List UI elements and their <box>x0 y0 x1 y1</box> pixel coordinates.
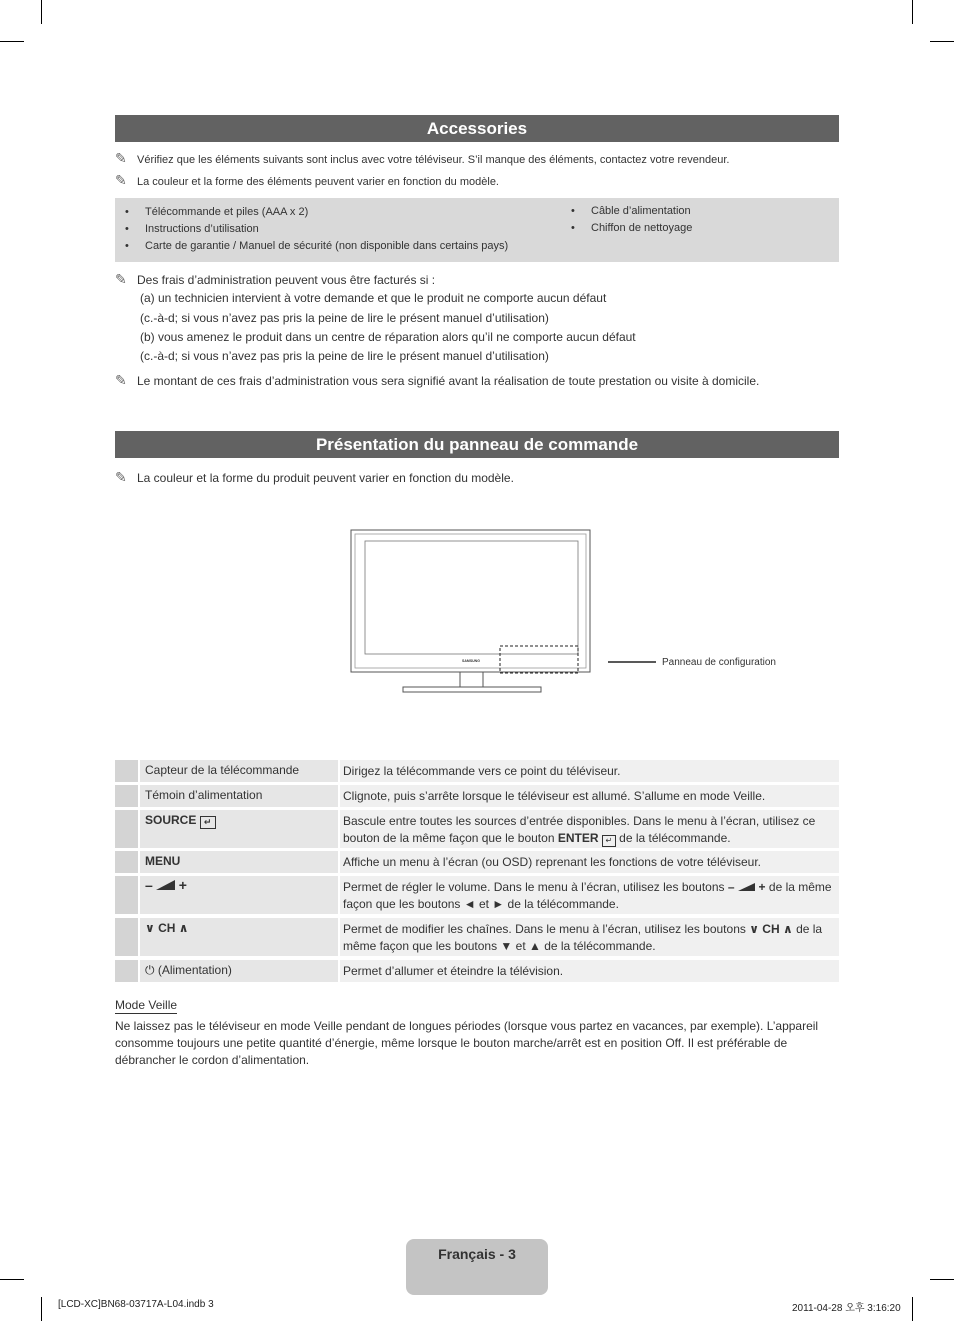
volume-icon: – + <box>145 877 187 893</box>
print-date: 2011-04-28 오후 3:16:20 <box>792 1303 901 1314</box>
table-row <box>115 760 839 782</box>
pencil-icon: ✎ <box>115 372 127 388</box>
fees-line: (b) vous amenez le produit dans un centre de réparation alors qu’il ne comporte aucun défaut <box>140 330 636 344</box>
crop-mark <box>0 41 24 42</box>
list-item: • Carte de garantie / Manuel de sécurité (non disponible dans certains pays) <box>115 240 508 257</box>
note-fees: ✎ Des frais d’administration peuvent vous être facturés si : <box>115 271 436 287</box>
chevron-down-icon: ∨ <box>749 922 759 936</box>
tv-brand-label: SAMSUNG <box>462 659 480 663</box>
table-row <box>115 876 839 914</box>
file-info: [LCD-XC]BN68-03717A-L04.indb 3 <box>58 1299 214 1310</box>
tv-illustration <box>340 520 800 705</box>
note-product-color: ✎ La couleur et la forme du produit peuvent varier en fonction du modèle. <box>115 469 514 485</box>
page-number-tab: Français - 3 <box>406 1239 548 1295</box>
source-icon: ↵ <box>200 816 216 829</box>
control-label: ⏻ (Alimentation) <box>145 963 232 977</box>
list-item: • Télécommande et piles (AAA x 2) <box>115 206 508 223</box>
crop-mark <box>912 0 913 24</box>
fees-line: (c.-à-d; si vous n’avez pas pris la peine de lire le présent manuel d’utilisation) <box>140 311 549 325</box>
control-desc: Permet de modifier les chaînes. Dans le menu à l’écran, utilisez les boutons ∨ CH ∧ de la même façon que les boutons ▼ et ▲ de la télécommande. <box>343 922 823 953</box>
standby-title: Mode Veille <box>115 998 178 1012</box>
accessories-list-left <box>115 206 508 257</box>
standby-text: Ne laissez pas le téléviseur en mode Veille pendant de longues périodes (lorsque vous partez en vacances, par exemple). L’appareil consomme toujours une petite quantité d’énergie, même lorsque le bouton marche/arrêt est en position Off. Il est préférable de débrancher le cordon d’alimentation. <box>115 1019 819 1067</box>
control-desc: Dirigez la télécommande vers ce point du téléviseur. <box>343 764 621 778</box>
list-item: • Chiffon de nettoyage <box>561 222 692 239</box>
crop-mark <box>41 0 42 24</box>
control-desc: Bascule entre toutes les sources d’entrée disponibles. Dans le menu à l’écran, utilisez ce bouton de la même façon que le bouton ENTER ↵ de la télécommande. <box>343 814 816 845</box>
source-label: SOURCE <box>145 813 197 827</box>
power-icon: ⏻ <box>145 963 155 977</box>
pencil-icon: ✎ <box>115 172 127 188</box>
table-row <box>115 918 839 956</box>
enter-icon: ↵ <box>602 835 616 847</box>
control-desc: Affiche un menu à l’écran (ou OSD) reprenant les fonctions de votre téléviseur. <box>343 855 762 869</box>
crop-mark <box>930 41 954 42</box>
control-panel-callout: Panneau de configuration <box>662 657 776 668</box>
note-fees-amount: ✎ Le montant de ces frais d’administration vous sera signifié avant la réalisation de toute prestation ou visite à domicile. <box>115 372 760 388</box>
crop-mark <box>0 1279 24 1280</box>
table-row <box>115 960 839 982</box>
crop-mark <box>912 1297 913 1321</box>
fees-line: (a) un technicien intervient à votre demande et que le produit ne comporte aucun défaut <box>140 291 607 305</box>
list-item: • Instructions d’utilisation <box>115 223 508 240</box>
control-desc: Permet de régler le volume. Dans le menu à l’écran, utilisez les boutons – + de la même façon que les boutons ◄ et ► de la télécommande. <box>343 880 832 911</box>
control-label: MENU <box>145 854 181 868</box>
accessories-list-right <box>561 205 692 239</box>
chevron-up-icon: ∧ <box>782 922 793 936</box>
chevron-down-icon: ∨ <box>145 921 155 935</box>
fees-line: (c.-à-d; si vous n’avez pas pris la peine de lire le présent manuel d’utilisation) <box>140 349 549 363</box>
control-label: ∨ CH ∧ <box>145 921 189 935</box>
note-check-items: ✎ Vérifiez que les éléments suivants sont inclus avec votre téléviseur. S’il manque des éléments, contactez votre revendeur. <box>115 150 730 166</box>
crop-mark <box>41 1297 42 1321</box>
control-label: Capteur de la télécommande <box>145 763 300 777</box>
pencil-icon: ✎ <box>115 150 127 166</box>
accessories-heading: Accessories <box>115 115 839 142</box>
control-label <box>145 813 216 829</box>
crop-mark <box>930 1279 954 1280</box>
list-item: • Câble d’alimentation <box>561 205 692 222</box>
control-desc: Clignote, puis s’arrête lorsque le téléviseur est allumé. S’allume en mode Veille. <box>343 789 766 803</box>
pencil-icon: ✎ <box>115 271 127 287</box>
table-row <box>115 785 839 807</box>
chevron-up-icon: ∧ <box>178 921 189 935</box>
control-desc: Permet d’allumer et éteindre la télévision. <box>343 964 564 978</box>
note-color-shape: ✎ La couleur et la forme des éléments peuvent varier en fonction du modèle. <box>115 172 499 188</box>
table-row <box>115 851 839 873</box>
table-row <box>115 810 839 848</box>
pencil-icon: ✎ <box>115 469 127 485</box>
volume-icon: – + <box>727 880 766 894</box>
accessories-list-box <box>115 198 839 262</box>
control-label: Témoin d’alimentation <box>145 788 263 802</box>
panel-heading: Présentation du panneau de commande <box>115 431 839 458</box>
